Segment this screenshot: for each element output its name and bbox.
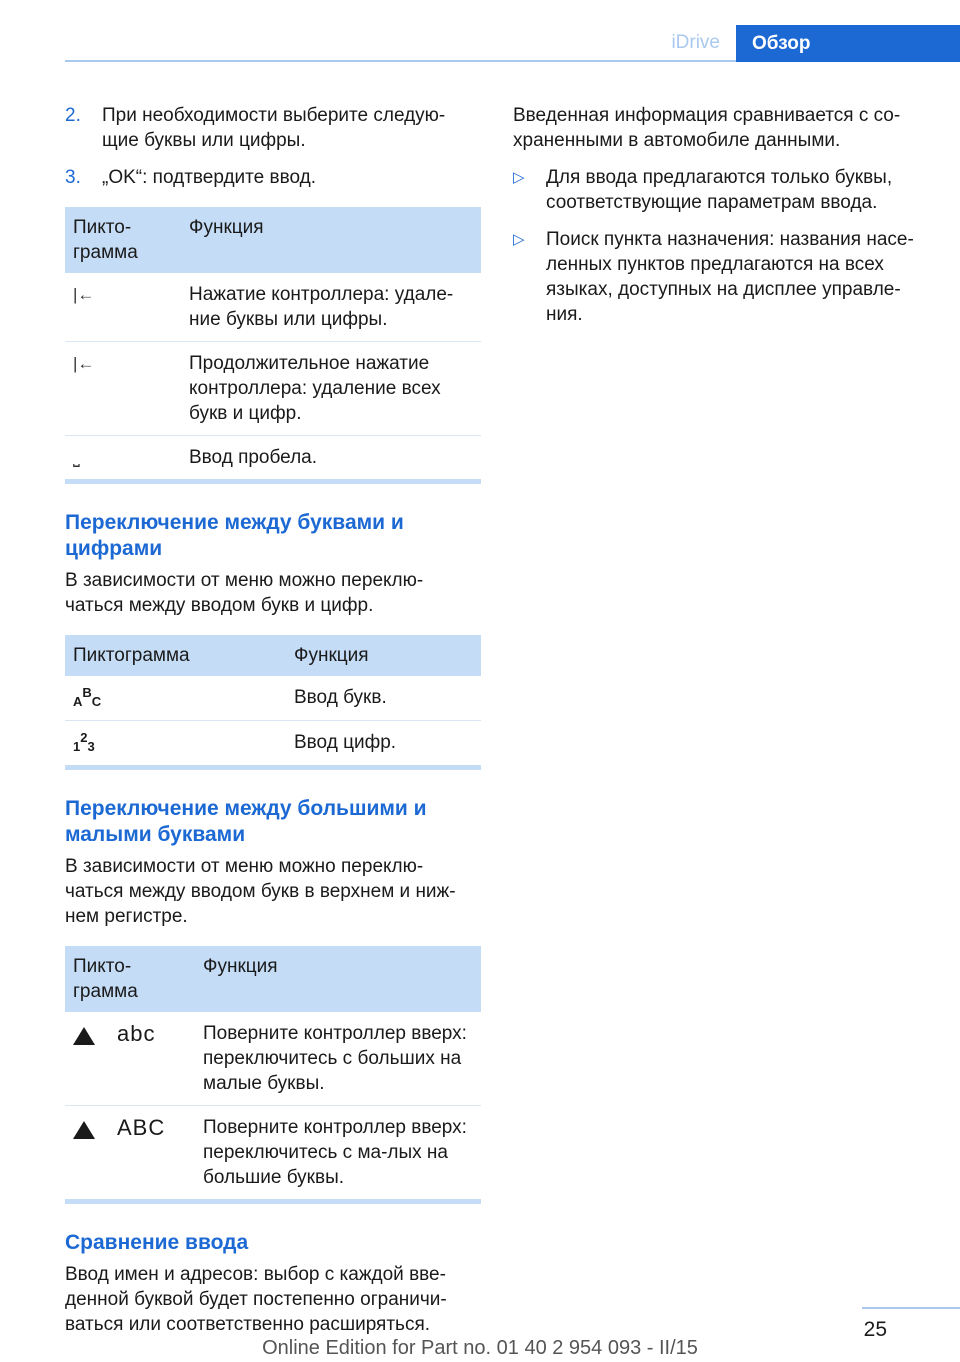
table-header-pictogram: Пикто-грамма xyxy=(65,946,195,1012)
table-cell-text: Ввод букв. xyxy=(294,687,387,708)
table-cell-text: Продолжительное нажатие контроллера: удаление всех букв и цифр. xyxy=(181,342,481,436)
table-row xyxy=(65,1012,481,1106)
delete-icon: |← xyxy=(65,342,181,436)
step-number: 2. xyxy=(65,105,81,126)
lowercase-icon: abc xyxy=(65,1012,195,1106)
section-paragraph: Ввод имен и адресов: выбор с каждой вве-денной буквой будет постепенно ограничи-ваться или соответственно расширяться. xyxy=(65,1264,447,1335)
step-number: 3. xyxy=(65,167,81,188)
list-item xyxy=(513,227,933,327)
header-chapter-tab: Обзор xyxy=(736,25,960,62)
section-heading: Сравнение ввода xyxy=(65,1231,249,1254)
step-text: При необходимости выберите следую-щие буквы или цифры. xyxy=(102,105,446,151)
page-number: 25 xyxy=(863,1318,887,1341)
section-heading: Переключение между буквами и цифрами xyxy=(65,511,404,560)
header-section-label: iDrive xyxy=(671,32,720,53)
list-item xyxy=(513,165,933,215)
right-column xyxy=(513,103,933,327)
table-cell-text: Ввод пробела. xyxy=(181,436,481,482)
bullet-text: Для ввода предлагаются только буквы, соответствующие параметрам ввода. xyxy=(546,167,893,213)
space-icon: ⎵ xyxy=(65,436,181,482)
step-item xyxy=(65,165,481,190)
uppercase-icon: ABC xyxy=(65,1106,195,1202)
right-intro-paragraph: Введенная информация сравнивается с со-храненными в автомобиле данными. xyxy=(513,105,901,151)
table-cell-text: Ввод цифр. xyxy=(286,721,481,768)
left-column xyxy=(65,103,481,1337)
table-row xyxy=(65,721,481,768)
digits-icon: $1^23$ xyxy=(65,721,286,768)
table-cell-text: Поверните контроллер вверх: переключитесь с ма-лых на большие буквы. xyxy=(195,1106,481,1202)
case-switch-table xyxy=(65,946,481,1204)
table-row xyxy=(65,1106,481,1202)
table-header-function: Функция xyxy=(286,635,481,676)
delete-icon: |← xyxy=(73,285,95,304)
step-text: „OK“: подтвердите ввод. xyxy=(102,167,316,188)
letters-icon: $A^BC$ xyxy=(73,685,102,709)
section-paragraph: В зависимости от меню можно переклю-чаться между вводом букв и цифр. xyxy=(65,570,424,616)
table-header-function: Функция xyxy=(181,207,481,273)
table-row xyxy=(65,273,481,342)
table-row xyxy=(65,436,481,482)
bullet-text: Поиск пункта назначения: названия насе-ленных пунктов предлагаются на всех языках, доступных на дисплее управле-ния. xyxy=(546,229,914,325)
step-item xyxy=(65,103,481,153)
table-row xyxy=(65,676,481,721)
triangle-up-icon xyxy=(73,1121,95,1139)
table-cell-text: Поверните контроллер вверх: переключитесь с больших на малые буквы. xyxy=(203,1023,467,1094)
table-header-pictogram: Пиктограмма xyxy=(65,635,286,676)
bullet-triangle-icon: ▷ xyxy=(513,231,525,248)
letters-digits-table xyxy=(65,635,481,770)
section-heading: Переключение между большими и малыми буквами xyxy=(65,797,427,846)
bullet-triangle-icon: ▷ xyxy=(513,169,525,186)
footer-rule xyxy=(862,1307,960,1309)
triangle-up-icon xyxy=(73,1027,95,1045)
table-header-pictogram: Пикто-грамма xyxy=(65,207,181,273)
table-header-function: Функция xyxy=(195,946,481,1012)
delete-functions-table xyxy=(65,207,481,484)
edition-footer: Online Edition for Part no. 01 40 2 954 093 - II/15 xyxy=(262,1337,698,1359)
table-cell-text: Нажатие контроллера: удале-ние буквы или цифры. xyxy=(189,284,454,330)
table-row xyxy=(65,342,481,436)
section-paragraph: В зависимости от меню можно переклю-чаться между вводом букв в верхнем и ниж-нем регистре. xyxy=(65,856,456,927)
